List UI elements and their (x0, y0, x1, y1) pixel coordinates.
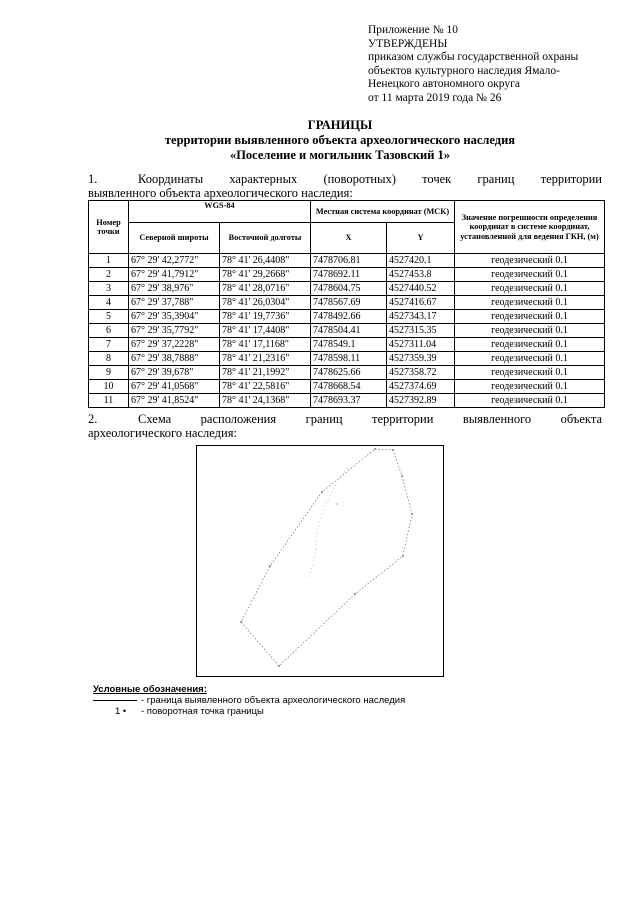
y-cell: 4527358.72 (387, 366, 455, 380)
x-cell: 7478504.41 (311, 324, 387, 338)
latitude-cell: 67° 29' 41,0568" (129, 380, 220, 394)
point-number-cell: 8 (89, 352, 129, 366)
section1-heading (88, 172, 602, 186)
point-number-cell: 5 (89, 310, 129, 324)
point-number-cell: 1 (89, 254, 129, 268)
coordinates-table-body (89, 254, 605, 408)
x-cell: 7478693.37 (311, 394, 387, 408)
longitude-cell: 78° 41' 21,1992" (220, 366, 311, 380)
y-cell: 4527359.39 (387, 352, 455, 366)
header-y: Y (387, 223, 455, 254)
legend-row-boundary (93, 695, 406, 706)
latitude-cell: 67° 29' 39,678" (129, 366, 220, 380)
table-row (89, 380, 605, 394)
error-cell: геодезический 0.1 (455, 366, 605, 380)
point-number-cell: 7 (89, 338, 129, 352)
table-row (89, 352, 605, 366)
point-number-cell: 2 (89, 268, 129, 282)
section2-heading (88, 412, 602, 426)
document-subtitle: территории выявленного объекта археологического наследия (164, 133, 516, 147)
table-row (89, 366, 605, 380)
y-cell: 4527374.69 (387, 380, 455, 394)
longitude-cell: 78° 41' 26,4408" (220, 254, 311, 268)
x-cell: 7478692.11 (311, 268, 387, 282)
table-row (89, 268, 605, 282)
legend-point-label: - поворотная точка границы (141, 706, 264, 717)
section2-text-line1: Схема расположения границ территории выявленного объекта (138, 412, 602, 426)
header-wgs84: WGS-84 (129, 201, 311, 223)
header-line: УТВЕРЖДЕНЫ (368, 37, 448, 50)
y-cell: 4527343.17 (387, 310, 455, 324)
header-line: от 11 марта 2019 года № 26 (368, 91, 502, 104)
approval-header (368, 24, 628, 106)
error-cell: геодезический 0.1 (455, 338, 605, 352)
section2-number: 2. (88, 412, 98, 426)
latitude-cell: 67° 29' 38,976" (129, 282, 220, 296)
point-number-cell: 9 (89, 366, 129, 380)
point-number-cell: 11 (89, 394, 129, 408)
point-number-cell: 6 (89, 324, 129, 338)
x-cell: 7478549.1 (311, 338, 387, 352)
header-line: приказом службы государственной охраны (368, 51, 579, 64)
x-cell: 7478604.75 (311, 282, 387, 296)
table-row (89, 282, 605, 296)
x-cell: 7478706.81 (311, 254, 387, 268)
boundary-scheme-drawing (197, 446, 443, 676)
header-error: Значение погрешности определения координат в системе координат, установленной для ведения ГКН, (м) (455, 201, 605, 254)
legend (93, 684, 406, 717)
legend-title: Условные обозначения: (93, 684, 207, 695)
section1-text-line1: Координаты характерных (поворотных) точек границ территории (138, 172, 602, 186)
turning-points (240, 448, 413, 667)
error-cell: геодезический 0.1 (455, 394, 605, 408)
table-row (89, 394, 605, 408)
latitude-cell: 67° 29' 41,7912" (129, 268, 220, 282)
boundary-line-symbol (93, 700, 137, 701)
header-line: Приложение № 10 (368, 24, 458, 36)
coordinates-table (88, 200, 605, 408)
error-cell: геодезический 0.1 (455, 310, 605, 324)
error-cell: геодезический 0.1 (455, 296, 605, 310)
longitude-cell: 78° 41' 28,0716" (220, 282, 311, 296)
document-title: ГРАНИЦЫ (307, 118, 373, 132)
header-point-number: Номер точки (89, 201, 129, 254)
x-cell: 7478598.11 (311, 352, 387, 366)
section1-number: 1. (88, 172, 98, 186)
error-cell: геодезический 0.1 (455, 282, 605, 296)
header-latitude: Северной широты (129, 223, 220, 254)
point-number-cell: 10 (89, 380, 129, 394)
table-row (89, 338, 605, 352)
table-row (89, 254, 605, 268)
boundary-polygon (241, 449, 412, 666)
latitude-cell: 67° 29' 42,2772" (129, 254, 220, 268)
longitude-cell: 78° 41' 29,2668" (220, 268, 311, 282)
section1-text-line2: выявленного объекта археологического наследия: (88, 186, 353, 200)
legend-row-point (93, 706, 264, 717)
header-line: Ненецкого автономного округа (368, 78, 520, 91)
latitude-cell: 67° 29' 35,7792" (129, 324, 220, 338)
x-cell: 7478625.66 (311, 366, 387, 380)
latitude-cell: 67° 29' 38,7888" (129, 352, 220, 366)
point-symbol: 1 • (115, 706, 127, 717)
longitude-cell: 78° 41' 24,1368" (220, 394, 311, 408)
latitude-cell: 67° 29' 37,788" (129, 296, 220, 310)
y-cell: 4527420.1 (387, 254, 455, 268)
longitude-cell: 78° 41' 22,5816" (220, 380, 311, 394)
longitude-cell: 78° 41' 19,7736" (220, 310, 311, 324)
y-cell: 4527392.89 (387, 394, 455, 408)
y-cell: 4527453.8 (387, 268, 455, 282)
longitude-cell: 78° 41' 26,0304" (220, 296, 311, 310)
x-cell: 7478668.54 (311, 380, 387, 394)
header-x: X (311, 223, 387, 254)
table-row (89, 296, 605, 310)
point-number-cell: 3 (89, 282, 129, 296)
y-cell: 4527315.35 (387, 324, 455, 338)
section2-text-line2: археологического наследия: (88, 426, 237, 440)
x-cell: 7478492.66 (311, 310, 387, 324)
x-cell: 7478567.69 (311, 296, 387, 310)
table-row (89, 324, 605, 338)
object-name: «Поселение и могильник Тазовский 1» (229, 148, 451, 162)
error-cell: геодезический 0.1 (455, 268, 605, 282)
error-cell: геодезический 0.1 (455, 324, 605, 338)
latitude-cell: 67° 29' 41,8524" (129, 394, 220, 408)
y-cell: 4527311.04 (387, 338, 455, 352)
latitude-cell: 67° 29' 35,3904" (129, 310, 220, 324)
boundary-inner-line (309, 468, 347, 578)
y-cell: 4527416.67 (387, 296, 455, 310)
header-line: объектов культурного наследия Ямало- (368, 64, 560, 77)
error-cell: геодезический 0.1 (455, 352, 605, 366)
legend-boundary-label: - граница выявленного объекта археологического наследия (141, 695, 406, 706)
table-row (89, 310, 605, 324)
header-longitude: Восточной долготы (220, 223, 311, 254)
error-cell: геодезический 0.1 (455, 254, 605, 268)
boundary-scheme-map (196, 445, 444, 677)
latitude-cell: 67° 29' 37,2228" (129, 338, 220, 352)
longitude-cell: 78° 41' 17,4408" (220, 324, 311, 338)
point-number-cell: 4 (89, 296, 129, 310)
error-cell: геодезический 0.1 (455, 380, 605, 394)
y-cell: 4527440.52 (387, 282, 455, 296)
longitude-cell: 78° 41' 21,2316" (220, 352, 311, 366)
header-msk: Местная система координат (МСК) (311, 201, 455, 223)
longitude-cell: 78° 41' 17,1168" (220, 338, 311, 352)
